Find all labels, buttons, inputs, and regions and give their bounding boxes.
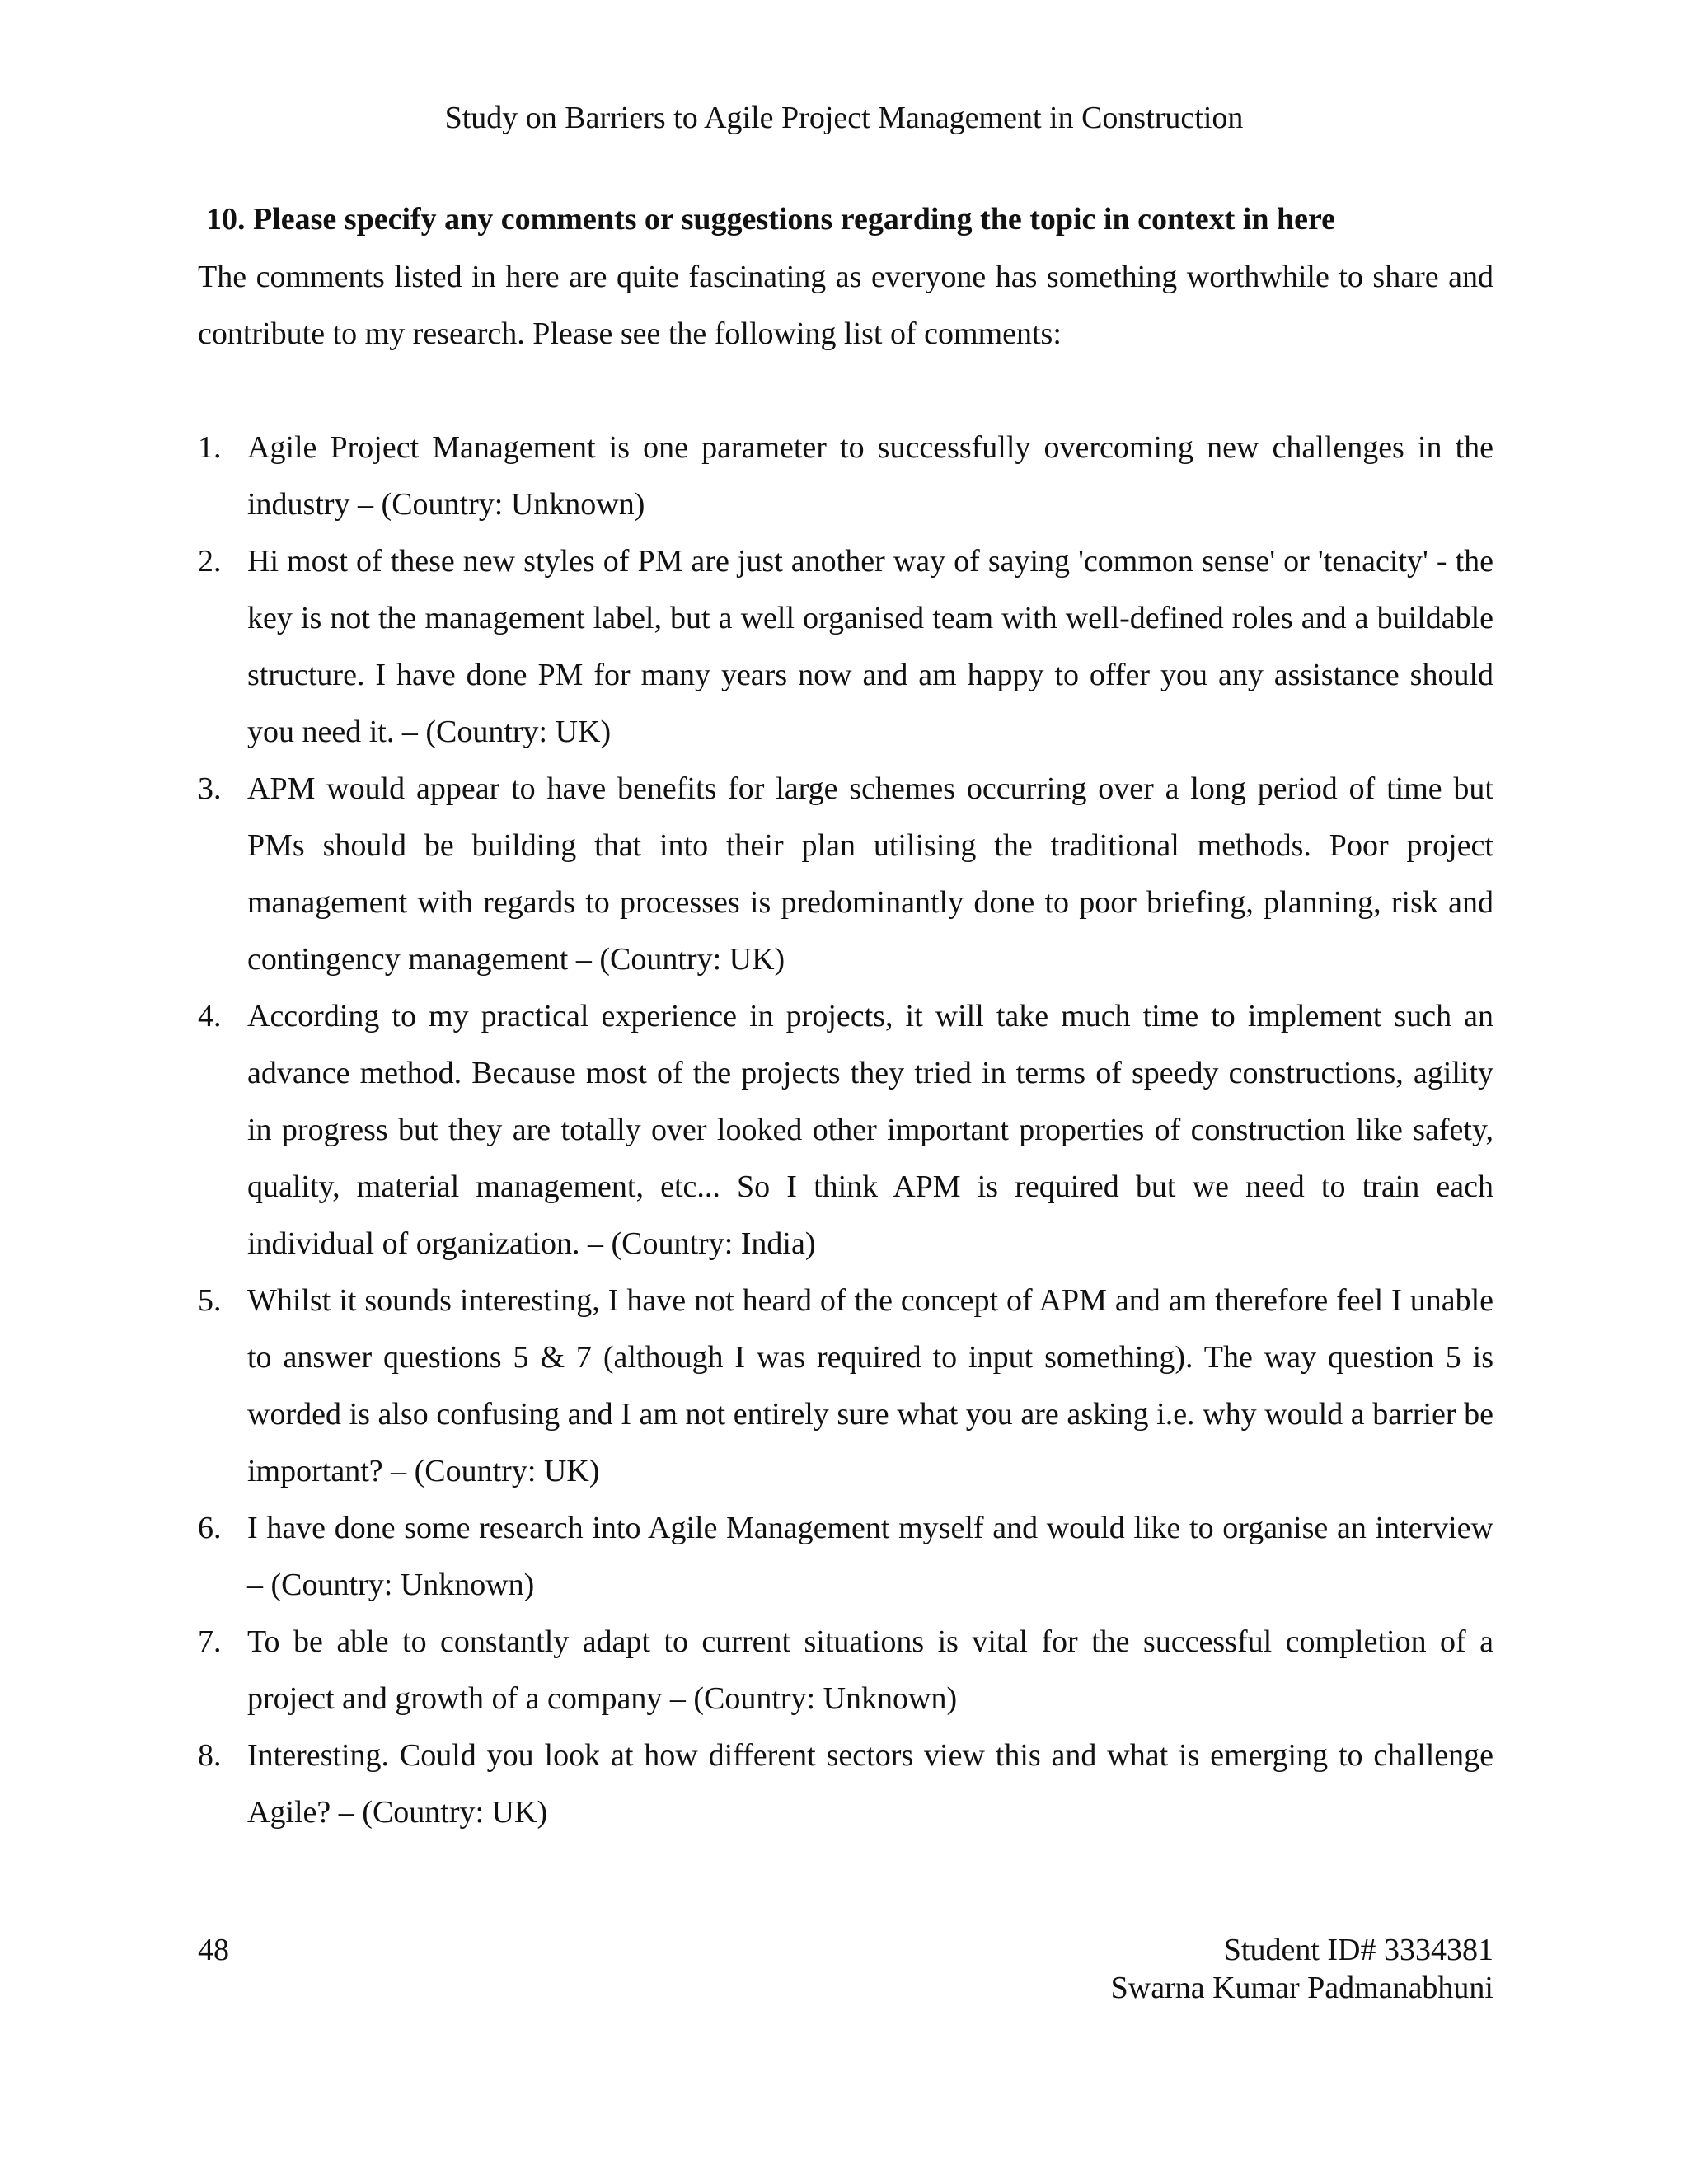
- comment-text: APM would appear to have benefits for large schemes occurring over a long period of time but PMs should be building that into their plan utilising the traditional methods. Poor project management with regards to processes is predominantly done to poor briefing, planning, risk and contingency management – (Country: UK): [247, 771, 1493, 977]
- comment-number: 8.: [198, 1738, 222, 1773]
- comment-number: 7.: [198, 1624, 222, 1659]
- comment-text: According to my practical experience in projects, it will take much time to implement such an advance method. Because most of the projects they tried in terms of speedy constructions, agility in progress but they are totally over looked other important properties of construction like safety, quality, material management, etc... So I think APM is required but we need to train each individual of organization. – (Country: India): [247, 999, 1493, 1261]
- comment-item: [198, 1614, 1493, 1727]
- comment-number: 2.: [198, 544, 222, 579]
- comment-item: [198, 1727, 1493, 1841]
- comment-text: Interesting. Could you look at how different sectors view this and what is emerging to challenge Agile? – (Country: UK): [247, 1738, 1493, 1830]
- comment-text: I have done some research into Agile Management myself and would like to organise an interview – (Country: Unknown): [247, 1511, 1493, 1602]
- comment-text: Whilst it sounds interesting, I have not heard of the concept of APM and am therefore feel I unable to answer questions 5 & 7 (although I was required to input something). The way question 5 is worded is also confusing and I am not entirely sure what you are asking i.e. why would a barrier be important? – (Country: UK): [247, 1283, 1493, 1488]
- page-content: [198, 196, 1493, 1841]
- comment-number: 6.: [198, 1511, 222, 1545]
- comment-item: [198, 988, 1493, 1272]
- comment-text: Hi most of these new styles of PM are just another way of saying 'common sense' or 'tenacity' - the key is not the management label, but a well organised team with well-defined roles and a buildable structure. I have done PM for many years now and am happy to offer you any assistance should you need it. – (Country: UK): [247, 544, 1493, 749]
- comment-item: [198, 533, 1493, 761]
- author-name: Swarna Kumar Padmanabhuni: [1110, 1971, 1493, 2005]
- comment-item: [198, 419, 1493, 533]
- comments-list: [198, 419, 1493, 1841]
- footer-author-block: [1111, 1931, 1493, 2007]
- student-id: Student ID# 3334381: [1223, 1933, 1493, 1967]
- comment-item: [198, 761, 1493, 988]
- comment-number: 4.: [198, 999, 222, 1033]
- comment-number: 3.: [198, 771, 222, 806]
- running-header: Study on Barriers to Agile Project Management in Construction: [444, 101, 1244, 135]
- comment-item: [198, 1500, 1493, 1614]
- question-heading: 10. Please specify any comments or suggestions regarding the topic in context in here: [206, 202, 1336, 237]
- comment-text: Agile Project Management is one parameter to successfully overcoming new challenges in the industry – (Country: Unknown): [247, 430, 1493, 522]
- comment-text: To be able to constantly adapt to current situations is vital for the successful completion of a project and growth of a company – (Country: Unknown): [247, 1624, 1493, 1716]
- page-number: 48: [198, 1933, 229, 1967]
- comment-number: 5.: [198, 1283, 222, 1318]
- intro-paragraph: The comments listed in here are quite fascinating as everyone has something worthwhile to share and contribute to my research. Please see the following list of comments:: [198, 260, 1493, 351]
- comment-number: 1.: [198, 430, 222, 465]
- comment-item: [198, 1272, 1493, 1500]
